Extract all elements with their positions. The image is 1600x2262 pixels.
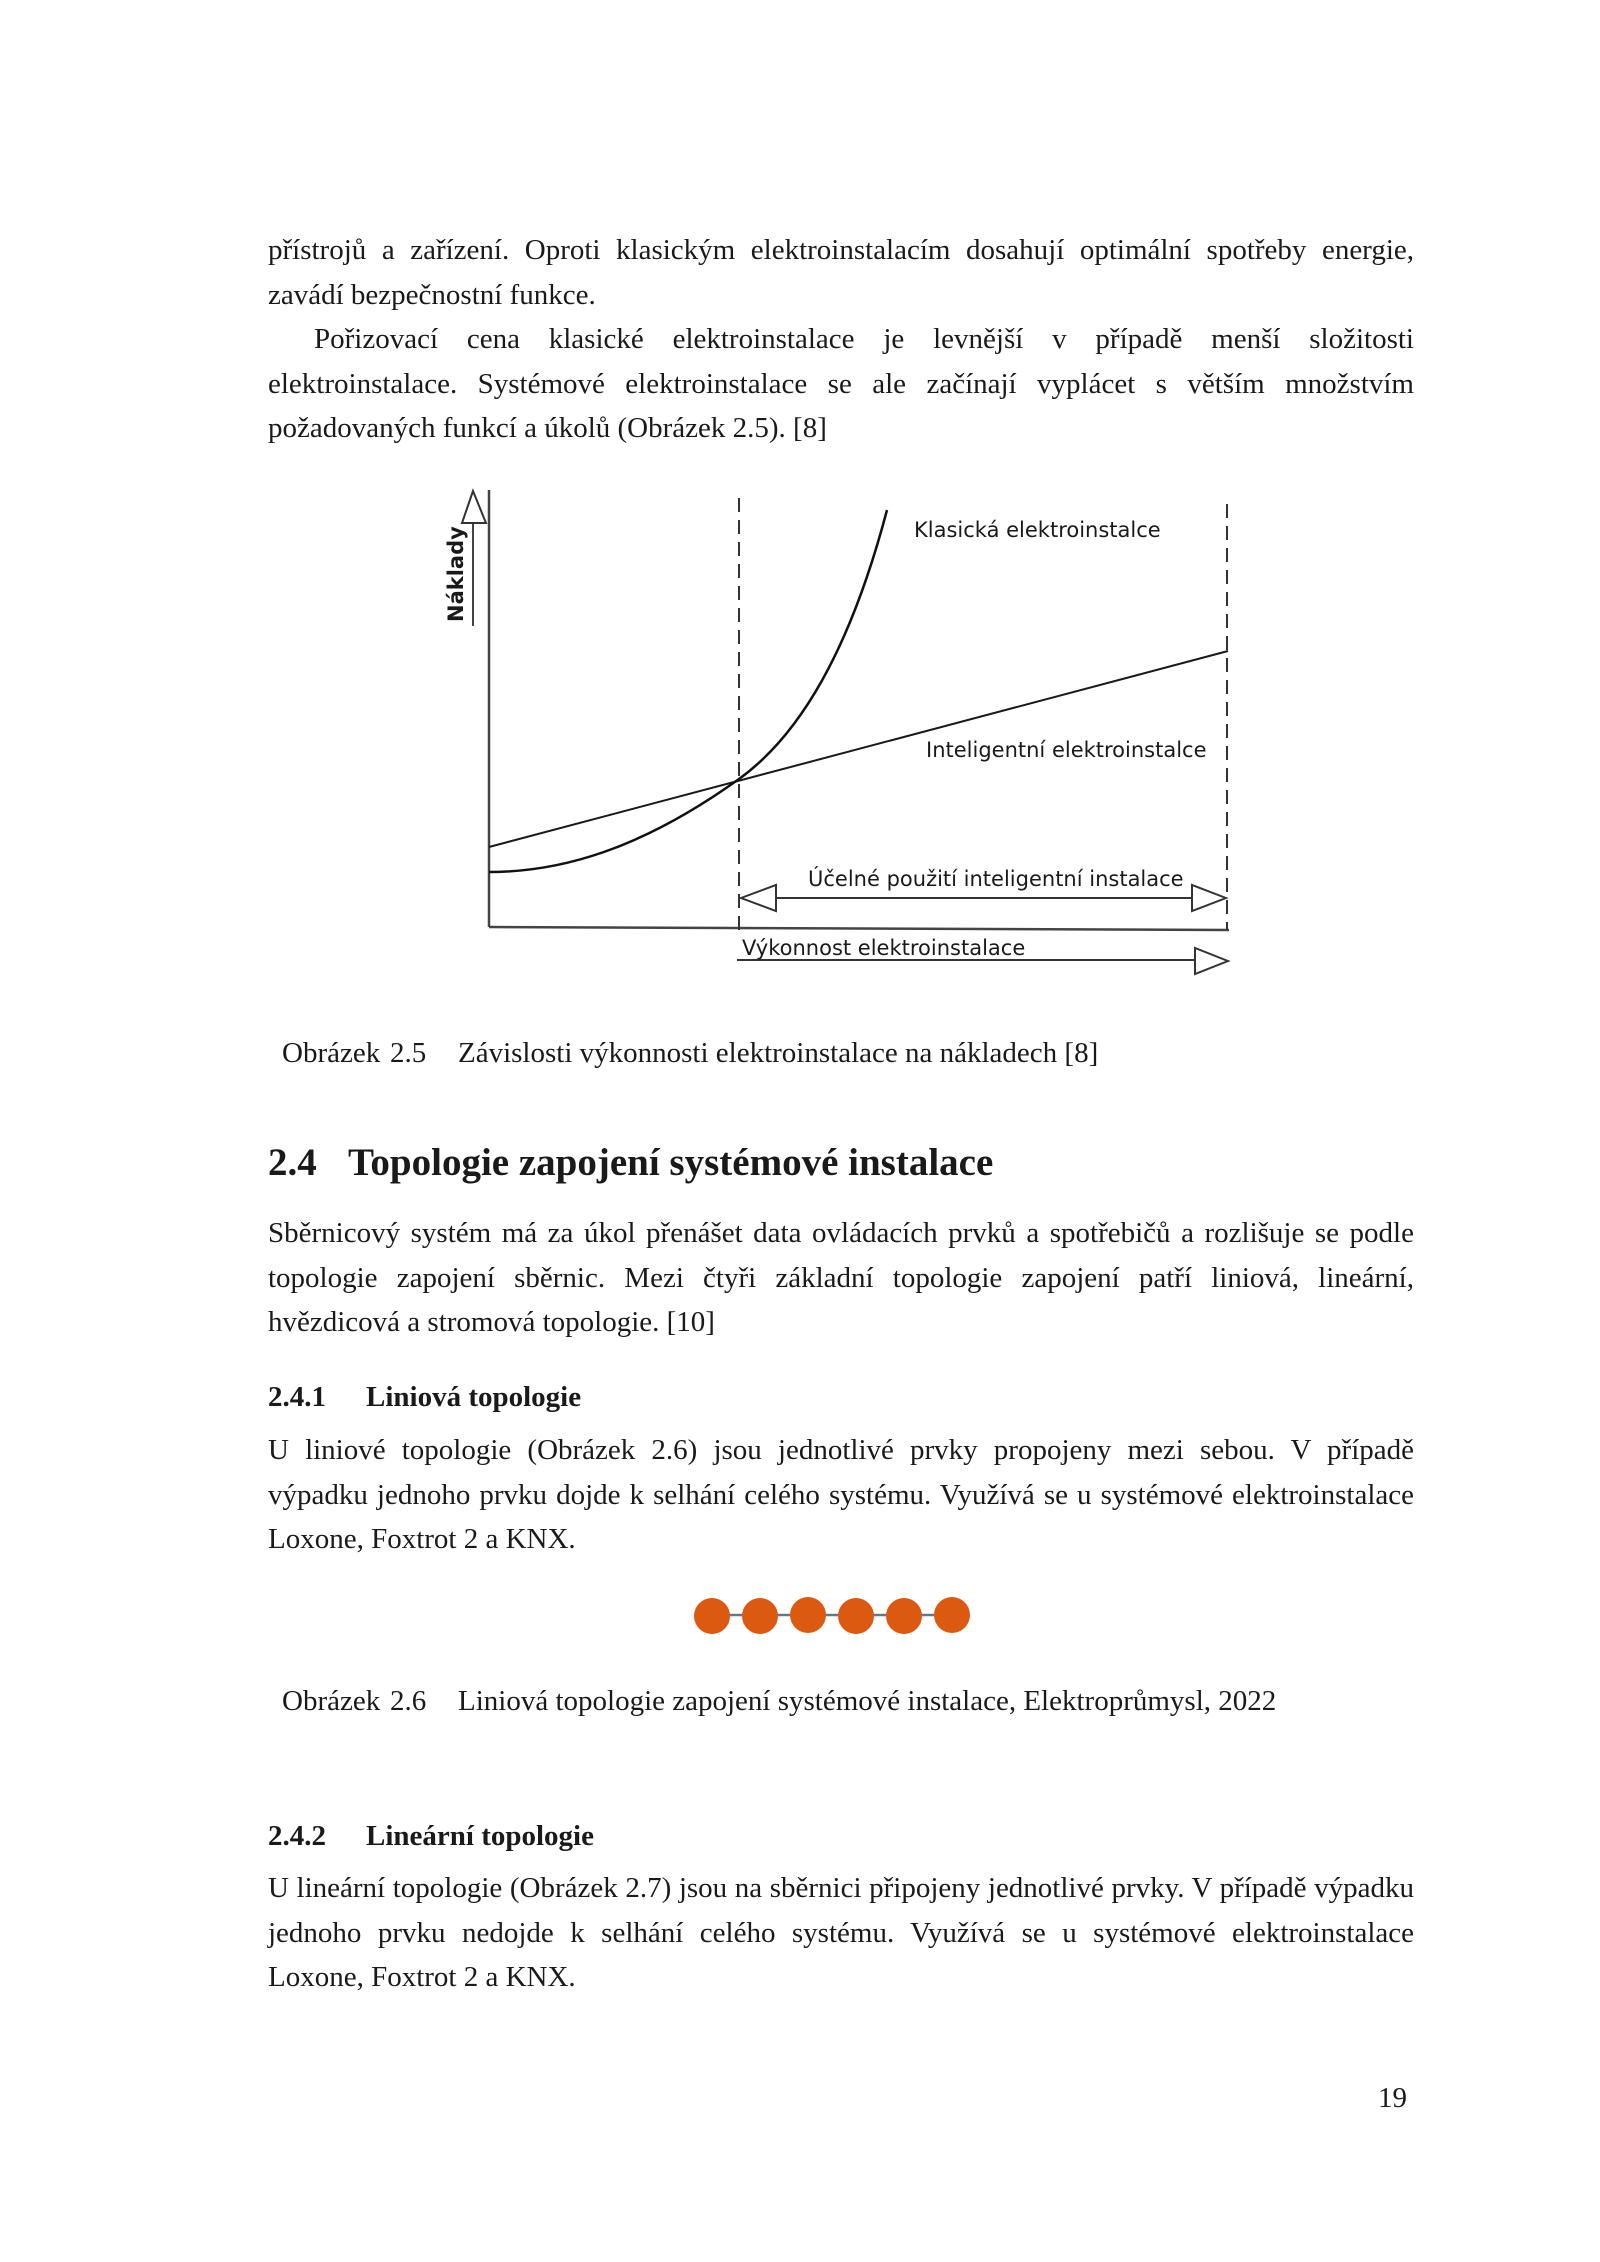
page-number: 19 bbox=[1378, 2082, 1407, 2114]
topology-node-icon bbox=[886, 1598, 922, 1634]
caption-text: Závislosti výkonnosti elektroinstalace na nákladech [8] bbox=[458, 1037, 1099, 1069]
section-2-4-1-text bbox=[268, 1428, 1414, 1562]
x-axis bbox=[489, 927, 1229, 930]
topology-node-icon bbox=[694, 1598, 730, 1634]
smart-line-label: Inteligentní elektroinstalce bbox=[926, 738, 1207, 762]
y-axis-label: Náklady bbox=[444, 526, 468, 622]
intro-paragraph-1: přístrojů a zařízení. Oproti klasickým elektroinstalacím dosahují optimální spotřeby energie, zavádí bezpečnostní funkce. bbox=[268, 234, 1414, 311]
figure-2-6-caption bbox=[282, 1682, 1276, 1720]
range-arrow-right-icon bbox=[1192, 885, 1226, 911]
line-topology-diagram bbox=[690, 1585, 990, 1645]
classic-installation-curve bbox=[489, 510, 887, 872]
x-axis-label: Výkonnost elektroinstalace bbox=[742, 936, 1026, 960]
classic-curve-label: Klasická elektroinstalce bbox=[914, 518, 1161, 542]
figure-2-5-caption bbox=[282, 1034, 1098, 1072]
y-label-arrowhead-icon bbox=[462, 491, 486, 523]
x-label-arrowhead-icon bbox=[1195, 948, 1228, 974]
subsection-number: 2.4.2 bbox=[268, 1820, 326, 1852]
topology-node-icon bbox=[742, 1598, 778, 1634]
section-2-4-1-paragraph: U liniové topologie (Obrázek 2.6) jsou jednotlivé prvky propojeny mezi sebou. V případě výpadku jednoho prvku dojde k selhání celého systému. Využívá se u systémové elektroinstalace Loxone, Foxtrot 2 a KNX. bbox=[268, 1434, 1414, 1555]
figure-cost-performance-chart bbox=[420, 480, 1250, 1000]
intro-paragraph-2: Pořizovací cena klasické elektroinstalace je levnější v případě menší složitosti elektroinstalace. Systémové elektroinstalace se ale začínají vyplácet s větším množstvím požadovaných funkcí a úkolů (Obrázek 2.5). [8] bbox=[268, 323, 1414, 444]
range-arrow-left-icon bbox=[741, 885, 776, 911]
topology-node-icon bbox=[934, 1597, 970, 1633]
caption-text: Liniová topologie zapojení systémové instalace, Elektroprůmysl, 2022 bbox=[458, 1685, 1277, 1717]
section-2-4-2-text bbox=[268, 1866, 1414, 2000]
caption-number: 2.5 bbox=[390, 1037, 427, 1069]
section-2-4-text bbox=[268, 1211, 1414, 1345]
section-2-4-2-paragraph: U lineární topologie (Obrázek 2.7) jsou na sběrnici připojeny jednotlivé prvky. V případě výpadku jednoho prvku nedojde k selhání celého systému. Využívá se u systémové elektroinstalace Loxone, Foxtrot 2 a KNX. bbox=[268, 1872, 1414, 1993]
chart-svg bbox=[420, 480, 1250, 1000]
subsection-title: Liniová topologie bbox=[366, 1381, 582, 1413]
section-number: 2.4 bbox=[268, 1141, 317, 1184]
subsection-title: Lineární topologie bbox=[366, 1820, 594, 1852]
topology-node-icon bbox=[838, 1598, 874, 1634]
intro-text bbox=[268, 228, 1414, 451]
section-2-4-heading bbox=[268, 1140, 993, 1185]
caption-prefix: Obrázek bbox=[282, 1685, 381, 1717]
caption-number: 2.6 bbox=[390, 1685, 427, 1717]
topology-node-icon bbox=[790, 1597, 826, 1633]
section-title: Topologie zapojení systémové instalace bbox=[348, 1141, 994, 1184]
subsection-number: 2.4.1 bbox=[268, 1381, 326, 1413]
caption-prefix: Obrázek bbox=[282, 1037, 381, 1069]
section-2-4-paragraph: Sběrnicový systém má za úkol přenášet data ovládacích prvků a spotřebičů a rozlišuje se podle topologie zapojení sběrnic. Mezi čtyři základní topologie zapojení patří liniová, lineární, hvězdicová a stromová topologie. [10] bbox=[268, 1217, 1414, 1338]
section-2-4-1-heading bbox=[268, 1381, 581, 1414]
section-2-4-2-heading bbox=[268, 1820, 594, 1853]
range-label: Účelné použití inteligentní instalace bbox=[808, 867, 1184, 891]
